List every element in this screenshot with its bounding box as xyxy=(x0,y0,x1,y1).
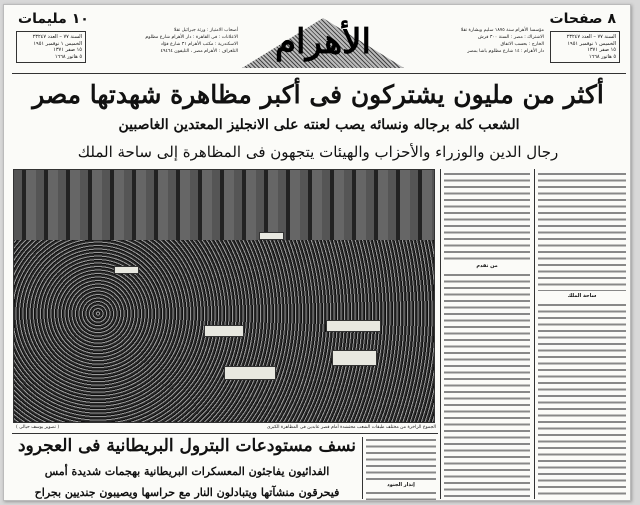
newspaper-page xyxy=(3,4,631,501)
column-subhead: إنذار الجنود xyxy=(387,482,415,488)
second-story-headline: نسف مستودعات البترول البريطانية فى العجرود xyxy=(17,436,357,456)
text-column xyxy=(444,171,530,261)
second-story-subheadline-1: الفدائيون يفاجئون المعسكرات البريطانية بهجمات شديدة أمس xyxy=(44,464,330,478)
text-column xyxy=(538,302,626,499)
masthead-info-left xyxy=(92,27,238,55)
banner xyxy=(204,325,244,337)
masthead-info-right xyxy=(408,27,544,55)
subheadline-1: الشعب كله برجاله ونسائه يصب لعنته على الانجليز المعتدين الغاصبين xyxy=(118,117,520,133)
info-line: الاعلانات : فى القاهرة : دار الأهرام شارع مظلوم xyxy=(145,35,238,40)
column-rule xyxy=(534,169,535,499)
masthead-divider xyxy=(12,73,626,74)
text-column xyxy=(538,171,626,291)
date-line: السنة ٧٧ – العدد ٢٣٢٤٧ xyxy=(32,34,82,40)
text-column xyxy=(444,272,530,499)
photo-caption xyxy=(16,425,436,431)
second-story xyxy=(16,436,358,500)
banner xyxy=(224,366,276,380)
info-line: الاشتراك : مصر : السنة ٣٠٠ قرش xyxy=(478,35,544,40)
banner xyxy=(326,320,381,332)
info-line: التلغراف : الأهرام مصر ، التليفون ٤٩٤٦٤ xyxy=(160,49,238,54)
column-rule xyxy=(440,169,441,499)
text-column xyxy=(366,490,436,500)
photo-credit: ( تصوير يوسف حيالى ) xyxy=(16,425,60,430)
main-headline: أكثر من مليون يشتركون فى أكبر مظاهرة شهدتها مصر xyxy=(32,80,604,109)
column-subhead: من تقدم xyxy=(476,263,498,269)
logo-text: الأهرام xyxy=(274,22,372,62)
date-line: السنة ٧٧ – العدد ٢٣٢٤٧ xyxy=(566,34,616,40)
price-label: ١٠ مليمات xyxy=(18,11,89,27)
page-count-label: ٨ صفحات xyxy=(549,11,616,27)
date-line: ١٥ صفر ١٣٧١ xyxy=(53,47,82,53)
info-line: دار الأهرام : ١٤ شارع مظلوم باشا بمصر xyxy=(467,49,544,54)
banner xyxy=(114,266,139,274)
caption-text: الجموع الزاخرة من مختلف طبقات الشعب محتشدة أمام قصر عابدين فى المظاهرة الكبرى xyxy=(267,425,436,430)
newspaper-logo xyxy=(242,18,404,68)
subheadline-2: رجال الدين والوزراء والأحزاب والهيئات يتجهون فى المظاهرة إلى ساحة الملك xyxy=(77,143,559,161)
text-column xyxy=(366,437,436,481)
date-line: ٥ هاتور ١٦٦٨ xyxy=(588,53,616,60)
date-line: ٥ هاتور ١٦٦٨ xyxy=(54,53,82,60)
date-line: الخميس ١ نوفمبر ١٩٥١ xyxy=(567,40,616,47)
date-line: ١٥ صفر ١٣٧١ xyxy=(587,47,616,53)
palace-building xyxy=(14,170,434,248)
info-line: الخارج : بحسب الاتفاق xyxy=(500,42,544,47)
second-story-subheadline-2: فيحرقون منشآتها ويتبادلون النار مع حراسها ويصيبون جنديين بجراح xyxy=(34,486,340,499)
date-box-left xyxy=(16,31,86,63)
demonstration-photo xyxy=(13,169,435,423)
info-line: أصحاب الامتياز : ورثة جبرائيل تقلا xyxy=(173,28,238,33)
column-subhead: ساحة الملك xyxy=(567,293,597,299)
banner xyxy=(259,232,284,240)
banner xyxy=(332,350,377,366)
info-line: الاسكندرية : مكتب الأهرام ٣١ شارع فؤاد xyxy=(160,42,238,47)
date-box-right xyxy=(550,31,620,63)
column-rule xyxy=(362,437,363,499)
info-line: مؤسسا الأهرام سنة ١٨٧٥ سليم وبشارة تقلا xyxy=(460,28,544,33)
date-line: الخميس ١ نوفمبر ١٩٥١ xyxy=(33,40,82,47)
story-divider xyxy=(12,433,438,434)
